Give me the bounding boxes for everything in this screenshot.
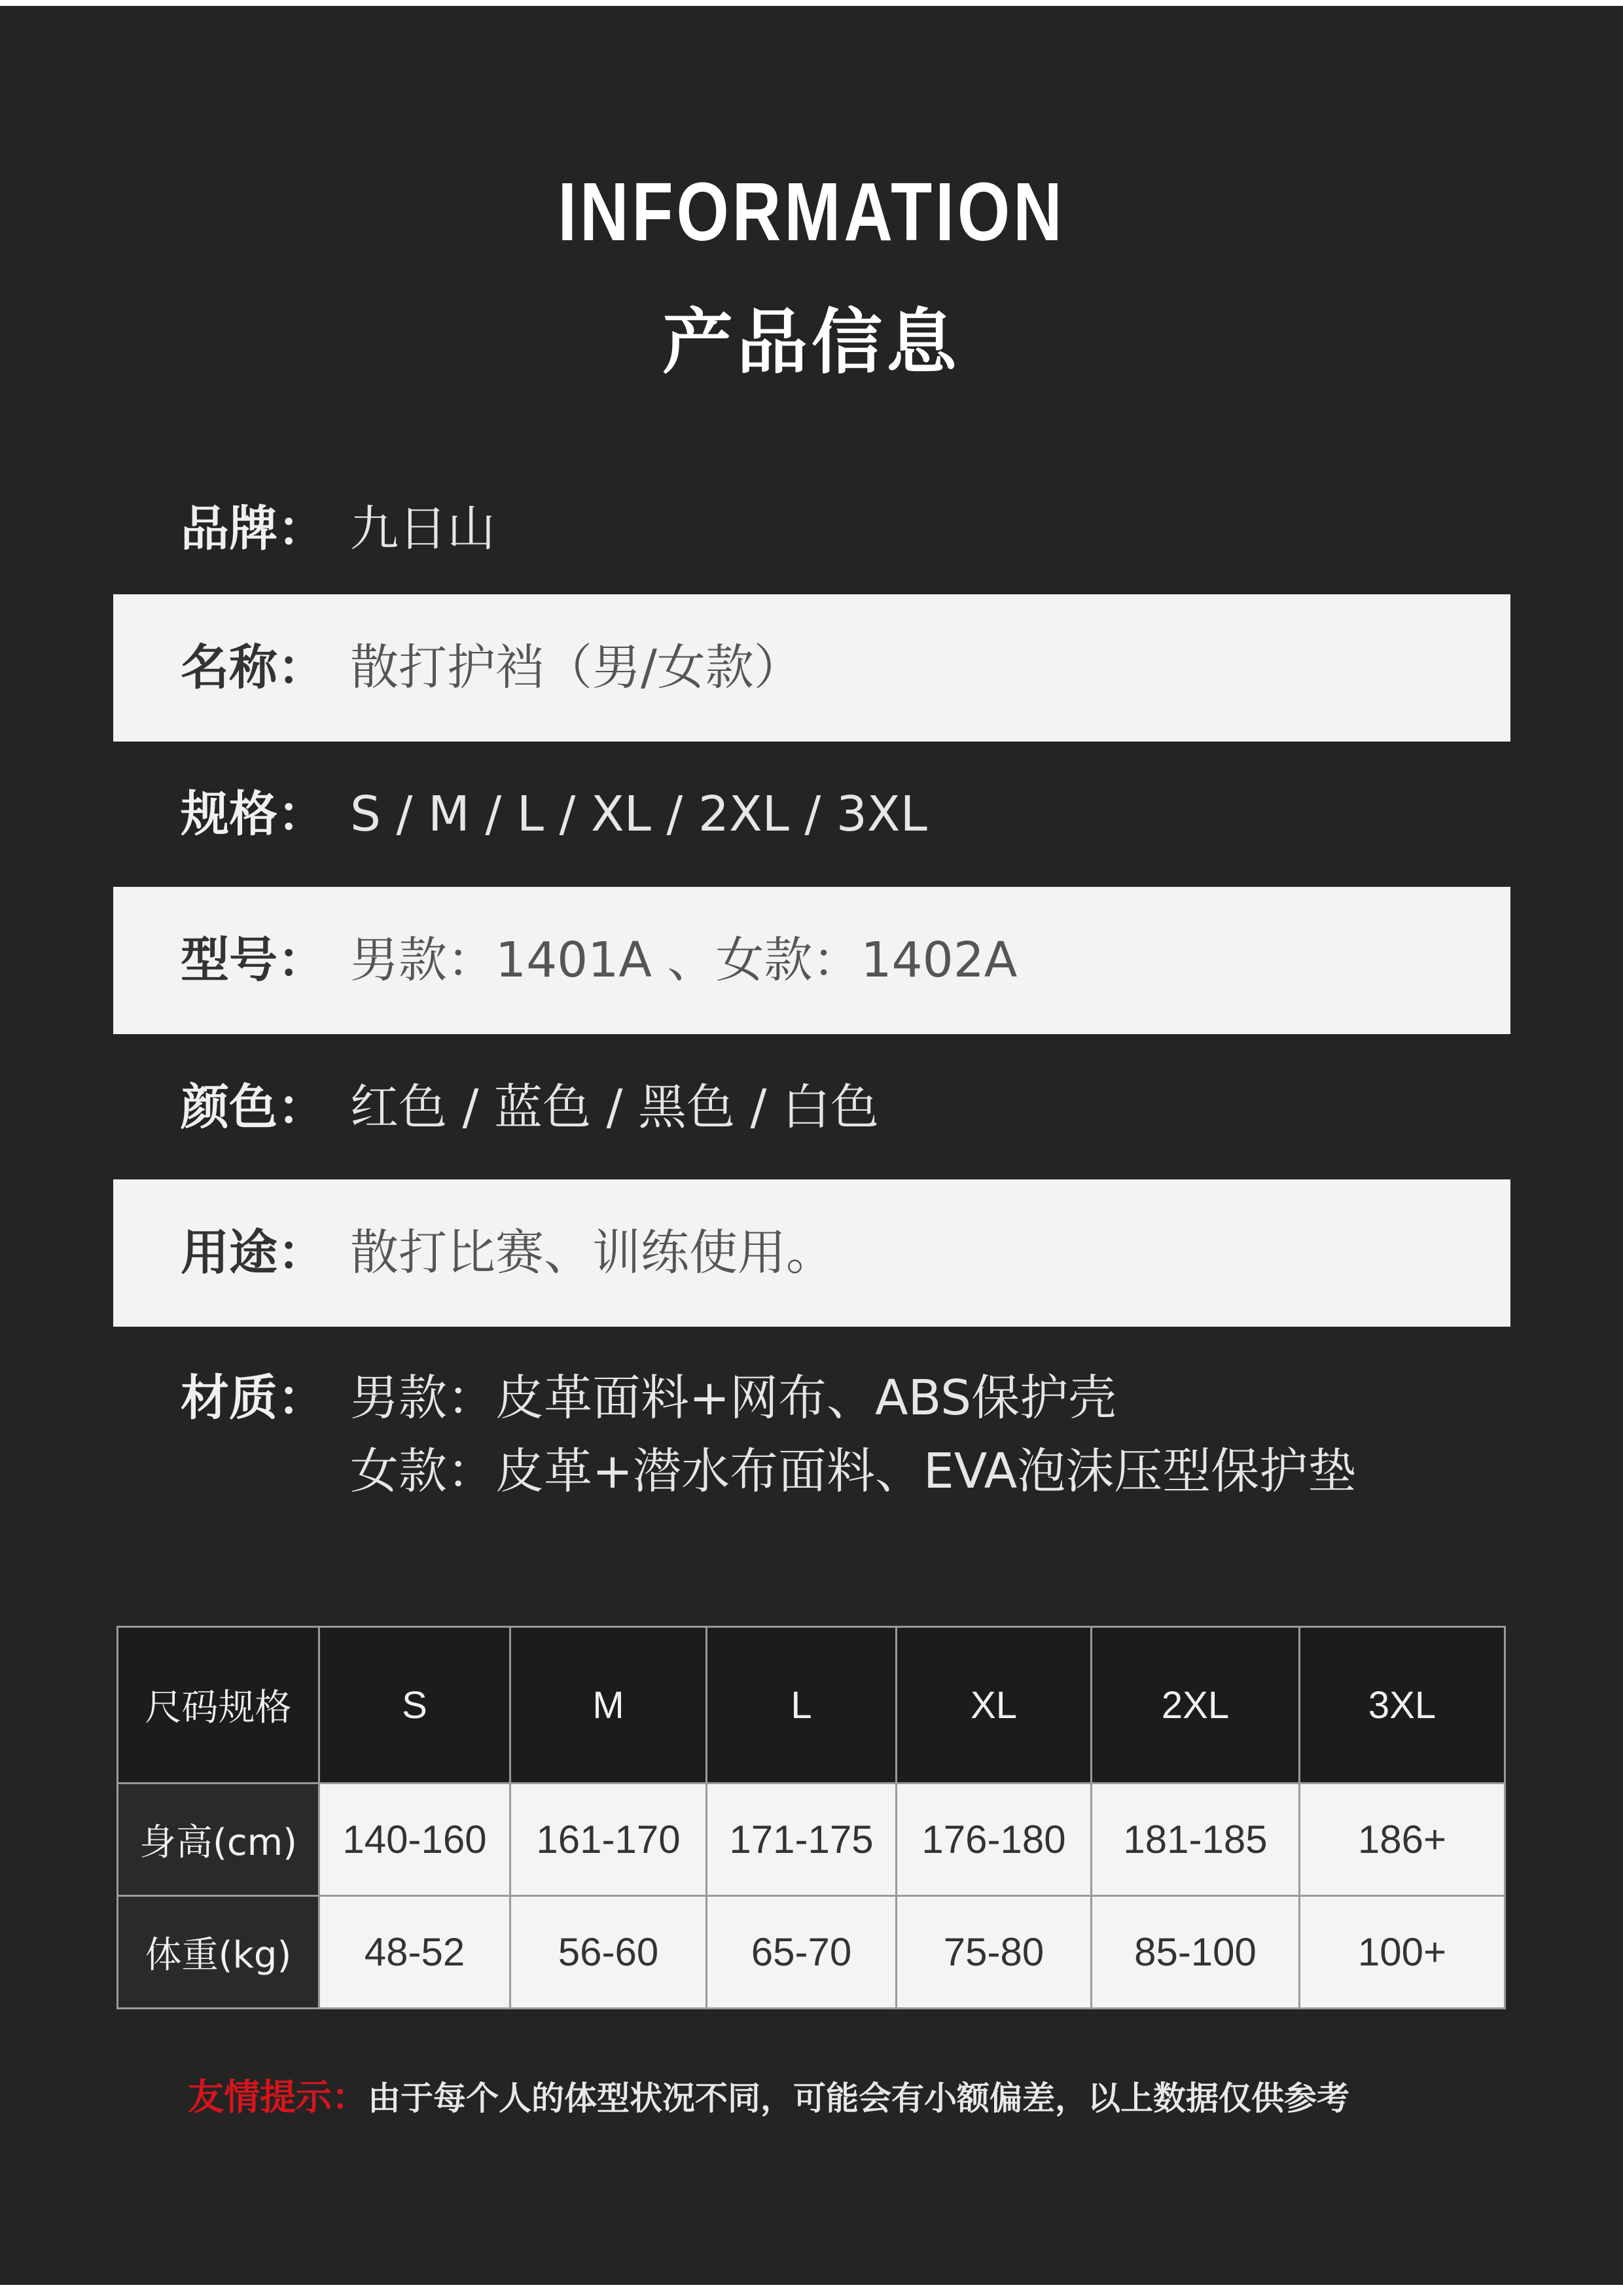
table-cell: 100+ <box>1300 1896 1505 2009</box>
size-col-m: M <box>510 1627 707 1784</box>
table-cell: 65-70 <box>707 1896 897 2009</box>
table-cell: 56-60 <box>510 1896 707 2009</box>
info-value-color: 红色 / 蓝色 / 黑色 / 白色 <box>350 1079 879 1136</box>
tip-text: 由于每个人的体型状况不同，可能会有小额偏差，以上数据仅供参考 <box>368 2079 1350 2117</box>
size-table-header-row <box>118 1627 1505 1784</box>
table-cell: 140-160 <box>319 1784 510 1896</box>
size-col-2xl: 2XL <box>1092 1627 1300 1784</box>
info-label-name: 名称： <box>181 639 326 696</box>
info-panel <box>0 6 1623 2285</box>
table-cell: 75-80 <box>897 1896 1092 2009</box>
info-label-color: 颜色： <box>181 1079 326 1136</box>
size-table-corner: 尺码规格 <box>118 1627 319 1784</box>
info-value-name: 散打护裆（男/女款） <box>350 639 802 696</box>
material-line-women: 女款：皮革+潜水布面料、EVA泡沫压型保护垫 <box>350 1443 1357 1499</box>
table-row-height <box>118 1784 1505 1896</box>
info-row-model <box>113 887 1510 1034</box>
info-row-usage <box>113 1179 1510 1327</box>
info-row-brand <box>113 456 1510 603</box>
material-line-men: 男款：皮革面料+网布、ABS保护壳 <box>350 1370 1117 1426</box>
table-row-weight <box>118 1896 1505 2009</box>
row-label-height: 身高(cm) <box>118 1784 319 1896</box>
table-cell: 85-100 <box>1092 1896 1300 2009</box>
table-cell: 186+ <box>1300 1784 1505 1896</box>
info-label-usage: 用途： <box>181 1225 326 1281</box>
table-cell: 161-170 <box>510 1784 707 1896</box>
info-label-brand: 品牌： <box>181 501 326 557</box>
friendly-tip <box>188 2068 1349 2126</box>
info-label-spec: 规格： <box>181 786 326 842</box>
info-row-material <box>113 1361 1510 1511</box>
info-row-color <box>113 1034 1510 1181</box>
size-col-3xl: 3XL <box>1300 1627 1505 1784</box>
row-label-weight: 体重(kg) <box>118 1896 319 2009</box>
info-label-material: 材质： <box>181 1370 326 1426</box>
info-row-name <box>113 594 1510 742</box>
table-cell: 48-52 <box>319 1896 510 2009</box>
page-title-cn: 产品信息 <box>662 302 961 384</box>
size-col-xl: XL <box>897 1627 1092 1784</box>
size-table <box>116 1626 1506 2009</box>
info-value-model: 男款：1401A 、女款：1402A <box>350 932 1018 988</box>
info-value-brand: 九日山 <box>350 501 495 557</box>
info-value-usage: 散打比赛、训练使用。 <box>350 1225 834 1281</box>
size-col-s: S <box>319 1627 510 1784</box>
tip-label: 友情提示： <box>188 2076 368 2118</box>
info-label-model: 型号： <box>181 932 326 988</box>
table-cell: 181-185 <box>1092 1784 1300 1896</box>
page-title-en: INFORMATION <box>558 166 1065 258</box>
info-row-spec <box>113 741 1510 888</box>
table-cell: 171-175 <box>707 1784 897 1896</box>
table-cell: 176-180 <box>897 1784 1092 1896</box>
size-col-l: L <box>707 1627 897 1784</box>
info-value-spec: S / M / L / XL / 2XL / 3XL <box>350 786 927 842</box>
